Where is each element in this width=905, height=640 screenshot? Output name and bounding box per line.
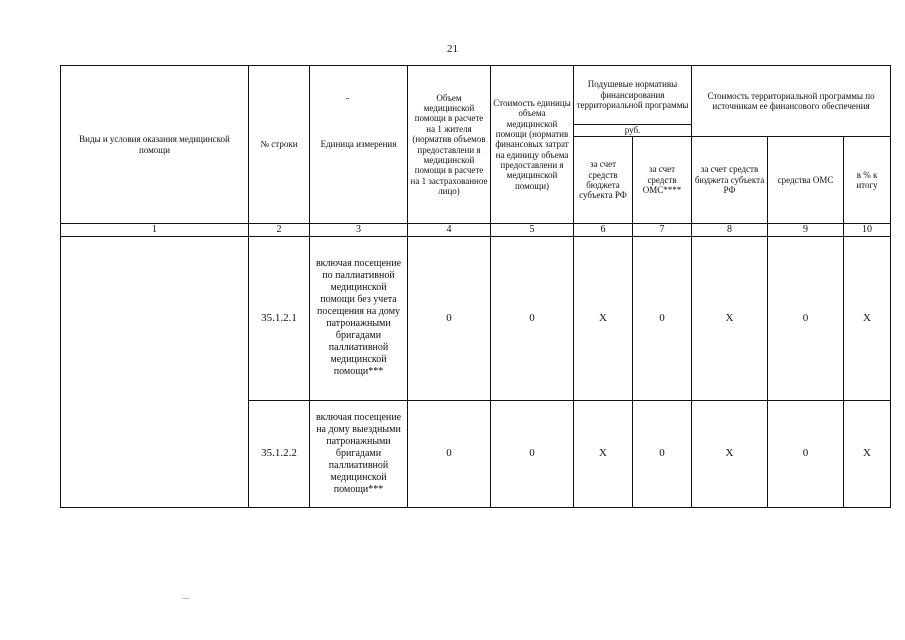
column-number: 8	[692, 224, 768, 237]
row-value: 0	[633, 236, 692, 400]
header-volume: Объем медицинской помощи в расчете на 1 жителя (норматив объемов предоставлени я медицинской помощи в расчете на 1 застрахованное лицо)	[408, 66, 491, 224]
stray-mark-bottom	[182, 598, 190, 599]
header-col9: средства ОМС	[768, 137, 844, 224]
row-unit: включая посещение на дому выездными патронажными бригадами паллиативной медицинской помощи***	[310, 400, 408, 507]
header-col6: за счет средств бюджета субъекта РФ	[574, 137, 633, 224]
header-unit-rub: руб.	[574, 125, 692, 137]
column-number: 2	[249, 224, 310, 237]
row-value: 0	[633, 400, 692, 507]
column-number: 4	[408, 224, 491, 237]
row-value: Х	[574, 400, 633, 507]
row-value: 0	[408, 236, 491, 400]
kinds-cell-empty	[61, 236, 249, 507]
row-value: 0	[491, 236, 574, 400]
page-number: 21	[447, 43, 458, 55]
row-unit: включая посещение по паллиативной медицинской помощи без учета посещения на дому патронажными бригадами паллиативной медицинской помощи***	[310, 236, 408, 400]
financing-table	[60, 65, 891, 508]
column-number: 6	[574, 224, 633, 237]
header-line-number: № строки	[249, 66, 310, 224]
row-value: 0	[768, 400, 844, 507]
header-col10: в % к итогу	[844, 137, 891, 224]
header-per-capita-group: Подушевые нормативы финансирования территориальной программы	[574, 66, 692, 125]
row-line-number: 35.1.2.1	[249, 236, 310, 400]
header-unit: Единица измерения	[310, 66, 408, 224]
row-value: Х	[692, 400, 768, 507]
row-value: 0	[491, 400, 574, 507]
column-number: 1	[61, 224, 249, 237]
header-cost-group: Стоимость территориальной программы по источникам ее финансового обеспечения	[692, 66, 891, 137]
column-number: 7	[633, 224, 692, 237]
table-row	[61, 236, 891, 400]
header-kinds-and-conditions: Виды и условия оказания медицинской помощи	[61, 66, 249, 224]
column-number: 5	[491, 224, 574, 237]
row-value: 0	[408, 400, 491, 507]
header-unit-cost: Стоимость единицы объема медицинской помощи (норматив финансовых затрат на единицу объема предоставлени я медицинской помощи)	[491, 66, 574, 224]
header-col8: за счет средств бюджета субъекта РФ	[692, 137, 768, 224]
column-number: 3	[310, 224, 408, 237]
row-value: 0	[768, 236, 844, 400]
row-value: Х	[844, 400, 891, 507]
row-value: Х	[574, 236, 633, 400]
row-value: Х	[692, 236, 768, 400]
header-col7: за счет средств ОМС****	[633, 137, 692, 224]
row-line-number: 35.1.2.2	[249, 400, 310, 507]
column-number: 10	[844, 224, 891, 237]
column-number: 9	[768, 224, 844, 237]
column-number-row	[61, 224, 891, 237]
row-value: Х	[844, 236, 891, 400]
